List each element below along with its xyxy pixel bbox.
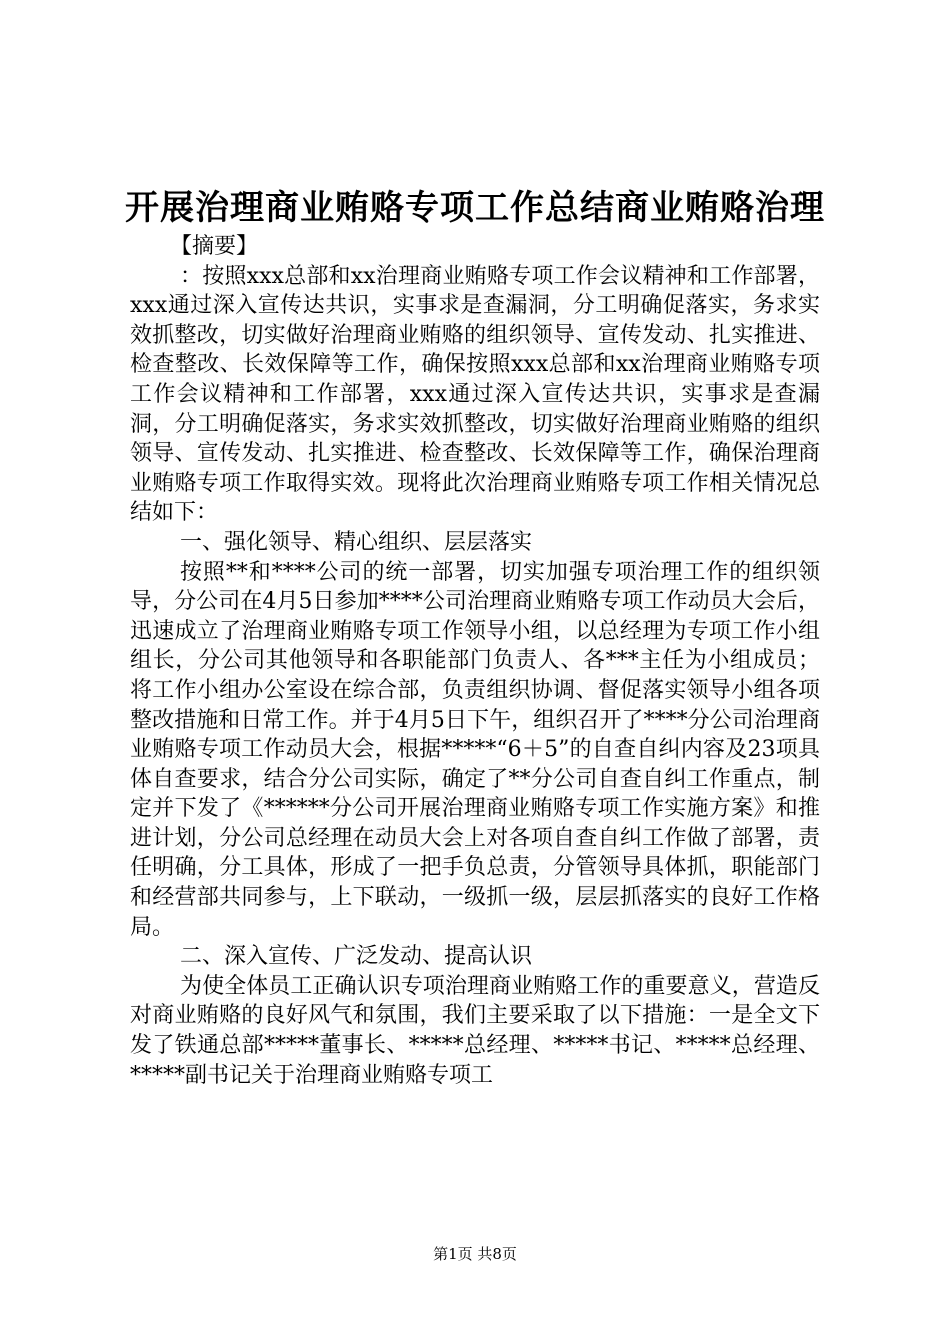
- page-number-footer: 第1页 共8页: [433, 1245, 517, 1263]
- section-heading-1: 一、强化领导、精心组织、层层落实: [180, 529, 533, 555]
- section-paragraph-2: 为使全体员工正确认识专项治理商业贿赂工作的重要意义，营造反对商业贿赂的良好风气和氛围，我们主要采取了以下措施：一是全文下发了铁通总部*****董事长、*****总经理、*****书记、*****总经理、*****副书记关于治理商业贿赂专项工: [130, 973, 820, 1088]
- abstract-paragraph: ：按照xxx总部和xx治理商业贿赂专项工作会议精神和工作部署，xxx通过深入宣传达共识，实事求是查漏洞，分工明确促落实，务求实效抓整改，切实做好治理商业贿赂的组织领导、宣传发动、扎实推进、检查整改、长效保障等工作，确保按照xxx总部和xx治理商业贿赂专项工作会议精神和工作部署，xxx通过深入宣传达共识，实事求是查漏洞，分工明确促落实，务求实效抓整改，切实做好治理商业贿赂的组织领导、宣传发动、扎实推进、检查整改、长效保障等工作，确保治理商业贿赂专项工作取得实效。现将此次治理商业贿赂专项工作相关情况总结如下：: [130, 263, 820, 526]
- abstract-label: 【摘要】: [170, 234, 259, 259]
- section-heading-2: 二、深入宣传、广泛发动、提高认识: [180, 944, 533, 970]
- document-title: 开展治理商业贿赂专项工作总结商业贿赂治理: [125, 188, 825, 228]
- document-body: [130, 232, 820, 1090]
- section-paragraph-1: 按照**和****公司的统一部署，切实加强专项治理工作的组织领导，分公司在4月5日参加****公司治理商业贿赂专项工作动员大会后，迅速成立了治理商业贿赂专项工作领导小组，以总经理为专项工作小组组长，分公司其他领导和各职能部门负责人、各***主任为小组成员；将工作小组办公室设在综合部，负责组织协调、督促落实领导小组各项整改措施和日常工作。并于4月5日下午，组织召开了****分公司治理商业贿赂专项工作动员大会，根据*****“6＋5”的自查自纠内容及23项具体自查要求，结合分公司实际，确定了**分公司自查自纠工作重点，制定并下发了《******分公司开展治理商业贿赂专项工作实施方案》和推进计划，分公司总经理在动员大会上对各项自查自纠工作做了部署，责任明确，分工具体，形成了一把手负总责，分管领导具体抓，职能部门和经营部共同参与，上下联动，一级抓一级，层层抓落实的良好工作格局。: [130, 559, 820, 940]
